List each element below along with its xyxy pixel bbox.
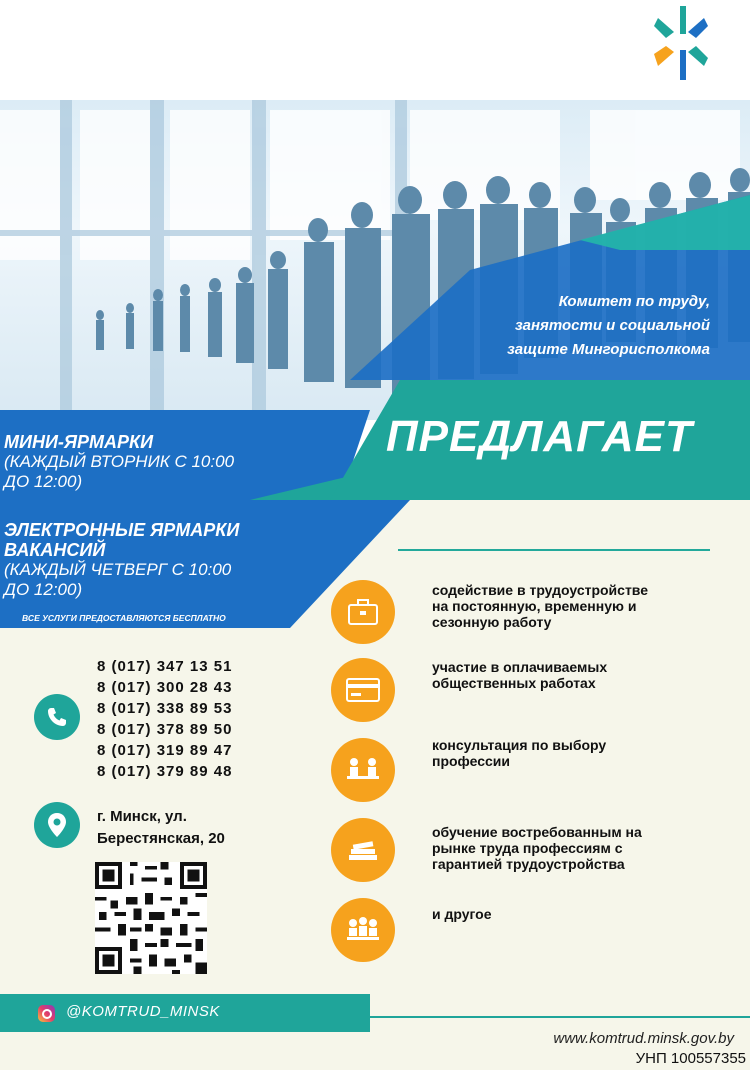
committee-line-3: защите Мингорисполкома <box>507 341 710 358</box>
meeting-icon <box>331 738 395 802</box>
address-line-1: г. Минск, ул. <box>97 808 187 825</box>
mini-fair-block <box>4 432 334 492</box>
service-line: рынке труда профессиям с <box>432 840 623 856</box>
service-line: содействие в трудоустройстве <box>432 582 649 598</box>
phone-list <box>97 656 232 782</box>
footer-line <box>0 1014 750 1024</box>
electronic-fair-title-2: ВАКАНСИЙ <box>4 540 106 560</box>
card-icon <box>331 658 395 722</box>
unp-number: УНП 100557355 <box>635 1050 746 1067</box>
committee-line-2: занятости и социальной <box>514 317 710 334</box>
location-pin-icon <box>34 802 80 848</box>
address-line-2: Берестянская, 20 <box>97 830 225 847</box>
free-services-note: ВСЕ УСЛУГИ ПРЕДОСТАВЛЯЮТСЯ БЕСПЛАТНО <box>22 613 226 623</box>
phone-icon <box>34 694 80 740</box>
electronic-fair-title-1: ЭЛЕКТРОННЫЕ ЯРМАРКИ <box>4 520 240 540</box>
phone-number[interactable]: 8 (017) 379 89 48 <box>97 763 233 780</box>
briefcase-icon <box>331 580 395 644</box>
komtrud-logo-icon <box>650 4 712 82</box>
electronic-fair-block <box>4 520 334 600</box>
committee-line-1: Комитет по труду, <box>558 293 710 310</box>
phone-number[interactable]: 8 (017) 300 28 43 <box>97 679 233 696</box>
committee-name <box>410 290 710 362</box>
service-job-placement <box>432 582 712 630</box>
group-icon <box>331 898 395 962</box>
phone-number[interactable]: 8 (017) 338 89 53 <box>97 700 233 717</box>
website-link[interactable]: www.komtrud.minsk.gov.by <box>553 1030 734 1047</box>
service-line: общественных работах <box>432 675 596 691</box>
phone-number[interactable]: 8 (017) 319 89 47 <box>97 742 233 759</box>
address <box>97 806 225 850</box>
instagram-handle[interactable]: @KOMTRUD_MINSK <box>66 1003 220 1020</box>
service-line: профессии <box>432 753 511 769</box>
mini-fair-schedule-2: ДО 12:00) <box>4 472 83 491</box>
service-line: на постоянную, временную и <box>432 598 637 614</box>
phone-number[interactable]: 8 (017) 378 89 50 <box>97 721 233 738</box>
service-line: участие в оплачиваемых <box>432 659 608 675</box>
service-career-consult <box>432 737 712 769</box>
service-line: и другое <box>432 906 492 922</box>
divider-line <box>398 549 710 551</box>
qr-code-icon[interactable] <box>95 862 207 974</box>
service-public-works <box>432 659 712 691</box>
mini-fair-title: МИНИ-ЯРМАРКИ <box>4 432 154 452</box>
service-training <box>432 824 712 872</box>
mini-fair-schedule-1: (КАЖДЫЙ ВТОРНИК С 10:00 <box>4 452 235 471</box>
service-line: обучение востребованным на <box>432 824 642 840</box>
service-line: гарантией трудоустройства <box>432 856 625 872</box>
service-other <box>432 906 712 922</box>
books-icon <box>331 818 395 882</box>
service-line: консультация по выбору <box>432 737 607 753</box>
phone-number[interactable]: 8 (017) 347 13 51 <box>97 658 233 675</box>
electronic-fair-schedule-1: (КАЖДЫЙ ЧЕТВЕРГ С 10:00 <box>4 560 232 579</box>
headline: ПРЕДЛАГАЕТ <box>386 412 693 461</box>
electronic-fair-schedule-2: ДО 12:00) <box>4 580 83 599</box>
service-line: сезонную работу <box>432 614 552 630</box>
